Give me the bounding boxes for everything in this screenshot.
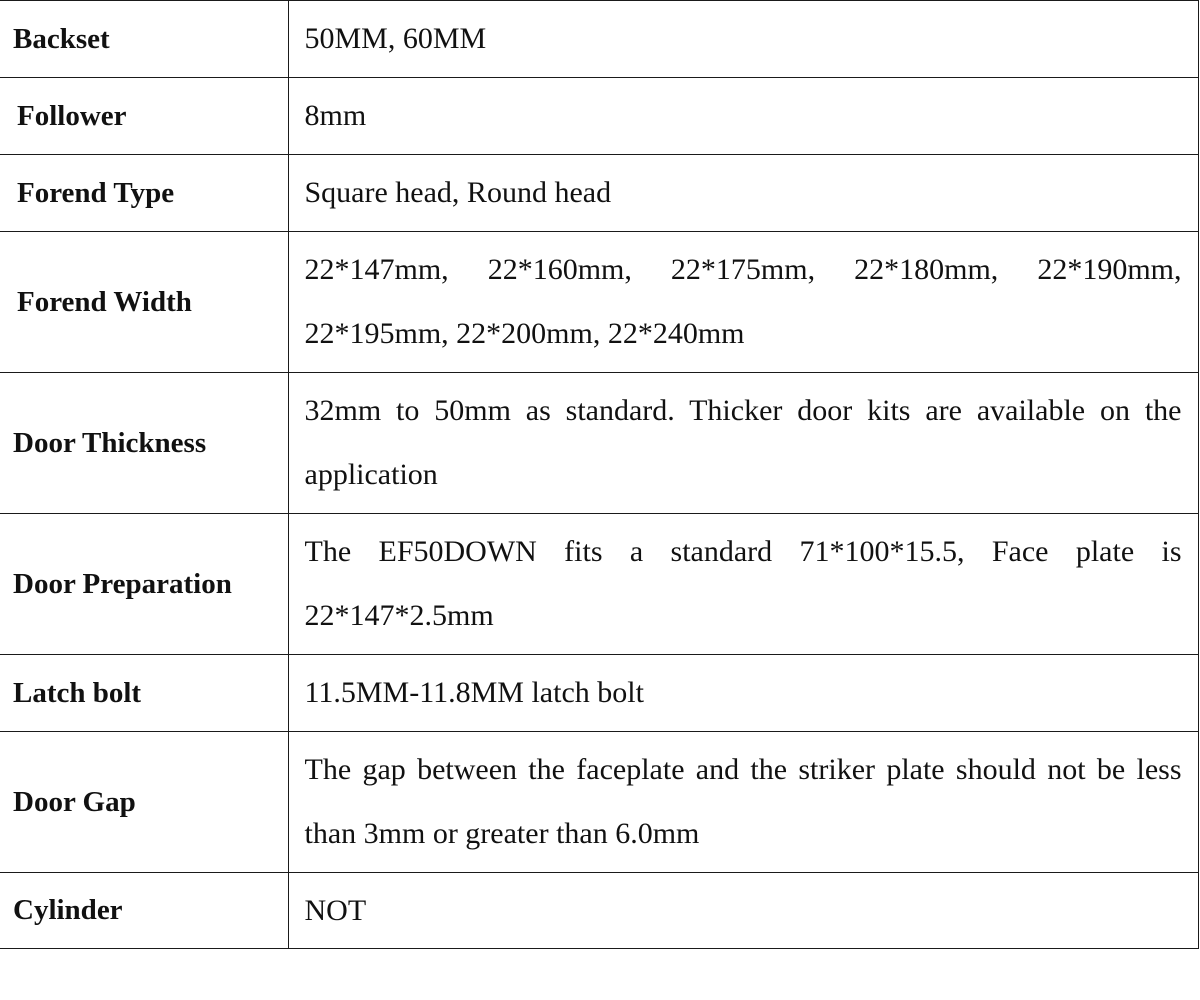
row-label-door-thickness: Door Thickness xyxy=(0,373,288,514)
row-value-forend-width: 22*147mm, 22*160mm, 22*175mm, 22*180mm, 22*190mm, 22*195mm, 22*200mm, 22*240mm xyxy=(288,232,1198,373)
row-value-latch-bolt: 11.5MM-11.8MM latch bolt xyxy=(288,655,1198,732)
row-value-backset: 50MM, 60MM xyxy=(288,1,1198,78)
table-row xyxy=(0,78,1198,155)
row-value-door-thickness: 32mm to 50mm as standard. Thicker door kits are available on the application xyxy=(288,373,1198,514)
row-label-follower: Follower xyxy=(0,78,288,155)
row-value-door-preparation: The EF50DOWN fits a standard 71*100*15.5, Face plate is 22*147*2.5mm xyxy=(288,514,1198,655)
row-label-forend-type: Forend Type xyxy=(0,155,288,232)
row-label-door-gap: Door Gap xyxy=(0,732,288,873)
row-value-follower: 8mm xyxy=(288,78,1198,155)
row-label-cylinder: Cylinder xyxy=(0,873,288,949)
table-row xyxy=(0,155,1198,232)
table-row xyxy=(0,1,1198,78)
row-value-forend-type: Square head, Round head xyxy=(288,155,1198,232)
table-row xyxy=(0,655,1198,732)
row-label-backset: Backset xyxy=(0,1,288,78)
row-label-latch-bolt: Latch bolt xyxy=(0,655,288,732)
row-label-door-preparation: Door Preparation xyxy=(0,514,288,655)
table-row xyxy=(0,232,1198,373)
table-row xyxy=(0,514,1198,655)
table-row xyxy=(0,732,1198,873)
table-row xyxy=(0,373,1198,514)
row-value-door-gap: The gap between the faceplate and the striker plate should not be less than 3mm or greater than 6.0mm xyxy=(288,732,1198,873)
row-value-cylinder: NOT xyxy=(288,873,1198,949)
row-label-forend-width: Forend Width xyxy=(0,232,288,373)
table-row xyxy=(0,873,1198,949)
